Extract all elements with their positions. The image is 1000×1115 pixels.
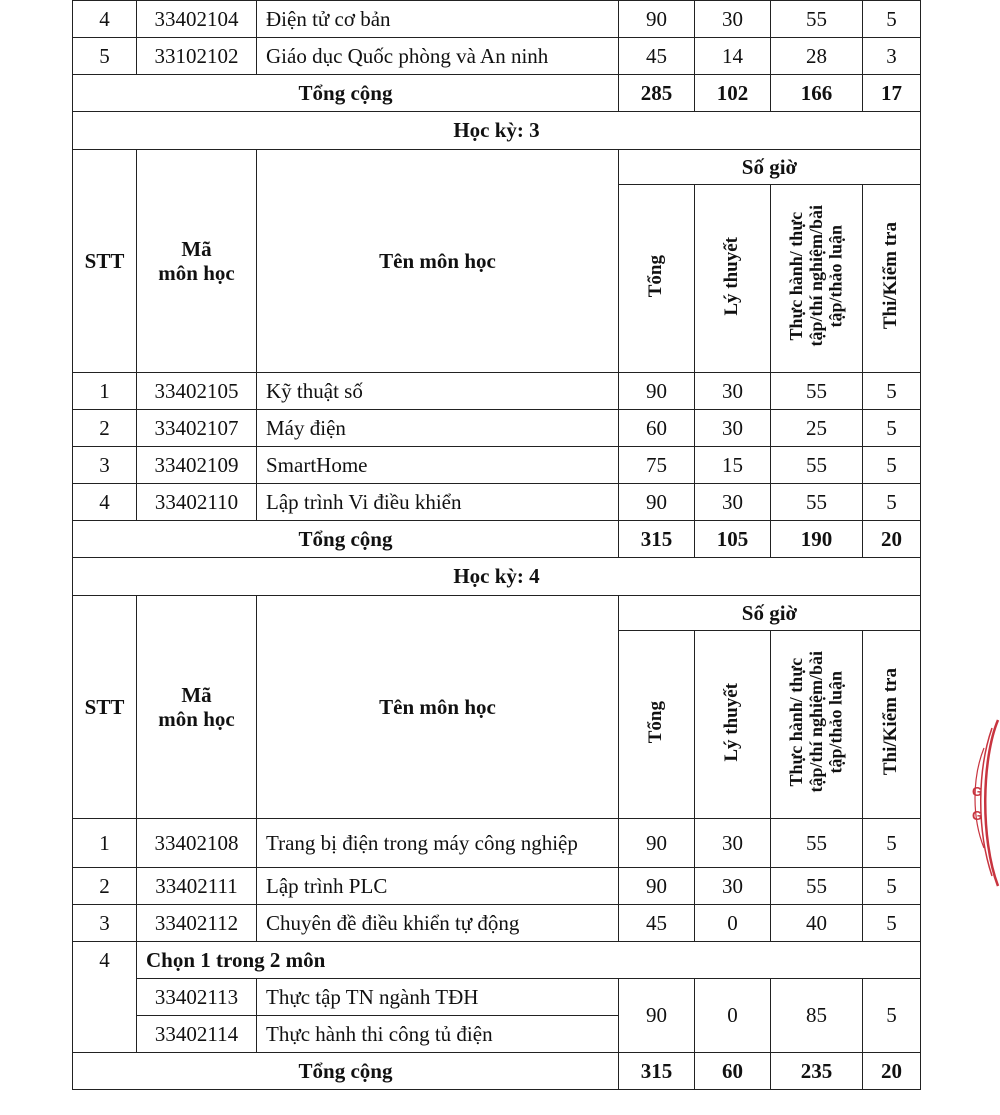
stt-header: STT [73, 150, 137, 373]
subject-name-cell: Chuyên đề điều khiển tự động [257, 905, 619, 942]
exam-cell: 5 [863, 905, 921, 942]
total-cell: 45 [619, 38, 695, 75]
total-cell: 90 [619, 979, 695, 1053]
exam-cell: 5 [863, 868, 921, 905]
table-row [73, 484, 921, 521]
curriculum-table [72, 0, 921, 1090]
total-cell: 45 [619, 905, 695, 942]
code-cell: 33102102 [137, 38, 257, 75]
theory-cell: 30 [695, 484, 771, 521]
theory-header [695, 185, 771, 373]
code-cell: 33402114 [137, 1016, 257, 1053]
seal-stamp [962, 718, 1000, 888]
practice-header-line3: tập/thảo luận [825, 670, 846, 774]
exam-cell: 3 [863, 38, 921, 75]
theory-cell: 14 [695, 38, 771, 75]
total-cell: 60 [619, 410, 695, 447]
elective-row [73, 942, 921, 979]
hours-header: Số giờ [619, 150, 921, 185]
theory-cell: 30 [695, 868, 771, 905]
exam-cell: 5 [863, 819, 921, 868]
exam-cell: 5 [863, 1, 921, 38]
theory-cell: 0 [695, 979, 771, 1053]
practice-cell: 25 [771, 410, 863, 447]
hours-header: Số giờ [619, 596, 921, 631]
semester-heading-row [73, 558, 921, 596]
exam-cell: 5 [863, 373, 921, 410]
stt-cell: 4 [73, 942, 137, 1053]
theory-header [695, 631, 771, 819]
practice-header-text [787, 205, 846, 347]
subject-name-cell: Thực hành thi công tủ điện [257, 1016, 619, 1053]
code-header [137, 596, 257, 819]
code-cell: 33402112 [137, 905, 257, 942]
total-header [619, 631, 695, 819]
practice-cell: 85 [771, 979, 863, 1053]
practice-header-line2: tập/thí nghiệm/bài [805, 205, 826, 347]
practice-cell: 55 [771, 819, 863, 868]
exam-header [863, 631, 921, 819]
name-header: Tên môn học [257, 150, 619, 373]
seal-letter: G [972, 808, 983, 823]
subject-name-cell: SmartHome [257, 447, 619, 484]
sum-practice: 166 [771, 75, 863, 112]
theory-cell: 30 [695, 819, 771, 868]
total-row [73, 75, 921, 112]
table-row [73, 868, 921, 905]
sum-theory: 60 [695, 1053, 771, 1090]
table-row [73, 979, 921, 1016]
table-row [73, 38, 921, 75]
subject-name-cell: Lập trình Vi điều khiển [257, 484, 619, 521]
practice-header-text [787, 651, 846, 793]
practice-header-line1: Thực hành/ thực [785, 211, 806, 341]
header-row [73, 150, 921, 185]
sum-exam: 20 [863, 521, 921, 558]
practice-header-line3: tập/thảo luận [825, 224, 846, 328]
total-cell: 90 [619, 868, 695, 905]
name-header: Tên môn học [257, 596, 619, 819]
theory-cell: 0 [695, 905, 771, 942]
total-label: Tổng cộng [73, 1053, 619, 1090]
exam-cell: 5 [863, 447, 921, 484]
exam-header [863, 185, 921, 373]
subject-name-cell: Điện tử cơ bản [257, 1, 619, 38]
table-row [73, 373, 921, 410]
code-cell: 33402107 [137, 410, 257, 447]
exam-cell: 5 [863, 484, 921, 521]
practice-cell: 55 [771, 447, 863, 484]
theory-header-text: Lý thuyết [721, 682, 743, 762]
code-header [137, 150, 257, 373]
code-cell: 33402105 [137, 373, 257, 410]
code-header-line1: Mã [181, 682, 212, 707]
theory-cell: 30 [695, 373, 771, 410]
sum-total: 315 [619, 1053, 695, 1090]
code-header-line1: Mã [181, 236, 212, 261]
total-cell: 90 [619, 484, 695, 521]
theory-header-text: Lý thuyết [721, 236, 743, 316]
practice-cell: 28 [771, 38, 863, 75]
stt-cell: 1 [73, 373, 137, 410]
practice-cell: 55 [771, 868, 863, 905]
subject-name-cell: Trang bị điện trong máy công nghiệp [257, 819, 619, 868]
code-cell: 33402104 [137, 1, 257, 38]
subject-name-cell: Máy điện [257, 410, 619, 447]
practice-cell: 55 [771, 373, 863, 410]
total-row [73, 521, 921, 558]
code-cell: 33402109 [137, 447, 257, 484]
stt-cell: 4 [73, 484, 137, 521]
subject-name-cell: Thực tập TN ngành TĐH [257, 979, 619, 1016]
practice-header-line1: Thực hành/ thực [785, 657, 806, 787]
sum-exam: 20 [863, 1053, 921, 1090]
total-cell: 75 [619, 447, 695, 484]
sum-total: 285 [619, 75, 695, 112]
practice-cell: 55 [771, 1, 863, 38]
total-row [73, 1053, 921, 1090]
stt-header: STT [73, 596, 137, 819]
stt-cell: 5 [73, 38, 137, 75]
subject-name-cell: Giáo dục Quốc phòng và An ninh [257, 38, 619, 75]
exam-header-text: Thi/Kiểm tra [880, 668, 902, 776]
theory-cell: 30 [695, 1, 771, 38]
sum-practice: 190 [771, 521, 863, 558]
total-label: Tổng cộng [73, 75, 619, 112]
practice-cell: 40 [771, 905, 863, 942]
theory-cell: 15 [695, 447, 771, 484]
exam-cell: 5 [863, 410, 921, 447]
theory-cell: 30 [695, 410, 771, 447]
code-cell: 33402110 [137, 484, 257, 521]
subject-name-cell: Lập trình PLC [257, 868, 619, 905]
total-label: Tổng cộng [73, 521, 619, 558]
header-row [73, 596, 921, 631]
total-cell: 90 [619, 373, 695, 410]
total-header [619, 185, 695, 373]
total-header-text: Tổng [645, 254, 667, 298]
exam-header-text: Thi/Kiểm tra [880, 222, 902, 330]
sum-total: 315 [619, 521, 695, 558]
practice-header-line2: tập/thí nghiệm/bài [805, 651, 826, 793]
total-header-text: Tổng [645, 700, 667, 744]
code-cell: 33402111 [137, 868, 257, 905]
table-row [73, 1, 921, 38]
stt-cell: 3 [73, 905, 137, 942]
stt-cell: 2 [73, 868, 137, 905]
code-header-line2: môn học [158, 707, 235, 731]
table-row [73, 447, 921, 484]
stt-cell: 3 [73, 447, 137, 484]
semester-4-title: Học kỳ: 4 [73, 558, 921, 596]
stt-cell: 4 [73, 1, 137, 38]
sum-exam: 17 [863, 75, 921, 112]
practice-header [771, 185, 863, 373]
stt-cell: 1 [73, 819, 137, 868]
stt-cell: 2 [73, 410, 137, 447]
exam-cell: 5 [863, 979, 921, 1053]
semester-3-title: Học kỳ: 3 [73, 112, 921, 150]
elective-label: Chọn 1 trong 2 môn [137, 942, 921, 979]
table-row [73, 819, 921, 868]
total-cell: 90 [619, 1, 695, 38]
subject-name-cell: Kỹ thuật số [257, 373, 619, 410]
seal-letter: G [972, 784, 983, 799]
sum-theory: 105 [695, 521, 771, 558]
table-row [73, 410, 921, 447]
table-row [73, 905, 921, 942]
semester-heading-row [73, 112, 921, 150]
sum-theory: 102 [695, 75, 771, 112]
practice-header [771, 631, 863, 819]
code-cell: 33402113 [137, 979, 257, 1016]
code-header-line2: môn học [158, 261, 235, 285]
sum-practice: 235 [771, 1053, 863, 1090]
practice-cell: 55 [771, 484, 863, 521]
code-cell: 33402108 [137, 819, 257, 868]
total-cell: 90 [619, 819, 695, 868]
